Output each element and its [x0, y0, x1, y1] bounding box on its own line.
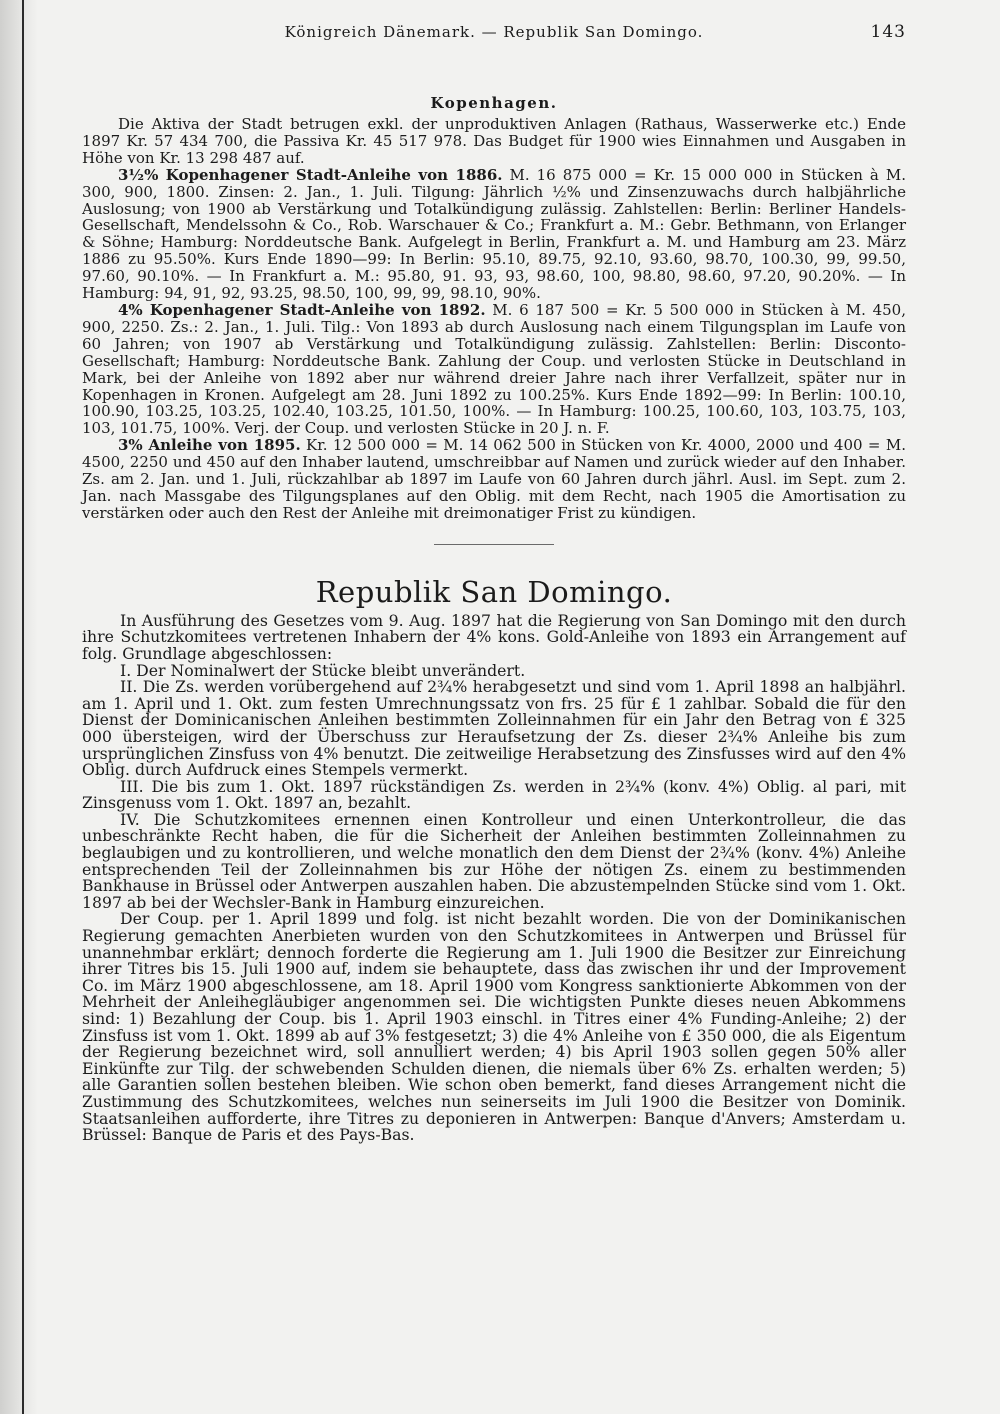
- page-content: [82, 24, 906, 1144]
- section-divider: [434, 544, 554, 545]
- paragraph: I. Der Nominalwert der Stücke bleibt unverändert.: [120, 660, 526, 680]
- kopenhagen-intro: Die Aktiva der Stadt betrugen exkl. der unproduktiven Anlagen (Rathaus, Wasserwerke etc.) Ende 1897 Kr. 57 434 700, die Passiva Kr. 45 517 978. Das Budget für 1900 wies Einnahmen und Ausgaben in Höhe von Kr. 13 298 487 auf.: [82, 115, 906, 167]
- section-san-domingo: [82, 575, 906, 1144]
- loan-1892-title: 4% Kopenhagener Stadt-Anleihe von 1892.: [118, 300, 486, 319]
- paragraph: In Ausführung des Gesetzes vom 9. Aug. 1897 hat die Regierung von San Domingo mit den durch ihre Schutzkomitees vertretenen Inhabern der 4% kons. Gold-Anleihe von 1893 ein Arrangement auf folg. Grundlage abgeschlossen:: [82, 610, 906, 663]
- paragraph: III. Die bis zum 1. Okt. 1897 rückständigen Zs. werden in 2¾% (konv. 4%) Oblig. al pari, mit Zinsgenuss vom 1. Okt. 1897 an, bezahlt.: [82, 776, 906, 813]
- paragraph: IV. Die Schutzkomitees ernennen einen Kontrolleur und einen Unterkontrolleur, die das unbeschränkte Recht haben, die für die Sicherheit der Anleihen bestimmten Zolleinnahmen zu beglaubigen und zu kontrollieren, und welche monatlich den dem Dienst der 2¾% (konv. 4%) Anleihe entsprechenden Teil der Zolleinnahmen bis zur Höhe der nötigen Zs. einem zu bestimmenden Bankhause in Brüssel oder Antwerpen auszahlen haben. Die abzustempelnden Stücke sind vom 1. Okt. 1897 ab bei der Wechsler-Bank in Hamburg einzureichen.: [82, 809, 906, 912]
- section-kopenhagen: [82, 94, 906, 522]
- page-number: 143: [870, 22, 906, 42]
- section-heading-san-domingo: Republik San Domingo.: [315, 574, 673, 609]
- loan-1886: [82, 167, 906, 302]
- paragraph: Der Coup. per 1. April 1899 und folg. ist nicht bezahlt worden. Die von der Dominikanischen Regierung gemachten Anerbieten wurden von den Schutzkomitees in Antwerpen und Brüssel für unannehmbar erklärt; dennoch forderte die Regierung am 1. Juli 1900 die Besitzer zur Einreichung ihrer Titres bis 15. Juli 1900 auf, indem sie behauptete, dass das zwischen ihr und der Improvement Co. im März 1900 abgeschlossene, am 18. April 1900 vom Kongress sanktionierte Abkommen von der Mehrheit der Anleihegläubiger angenommen sei. Die wichtigsten Punkte dieses neuen Abkommens sind: 1) Bezahlung der Coup. bis 1. April 1903 einschl. in Titres einer 4% Funding-Anleihe; 2) der Zinsfuss ist vom 1. Okt. 1899 ab auf 3% festgesetzt; 3) die 4% Anleihe von £ 350 000, die als Eigentum der Regierung bezeichnet wird, soll annulliert werden; 4) bis April 1903 sollen gegen 50% aller Einkünfte zur Tilg. der schwebenden Schulden dienen, die niemals über 6% Zs. erhalten werden; 5) alle Garantien sollen bestehen bleiben. Wie schon oben bemerkt, fand dieses Arrangement nicht die Zustimmung des Schutzkomitees, welches nun seinerseits im Juli 1900 die Besitzer von Dominik. Staatsanleihen aufforderte, ihre Titres zu deponieren in Antwerpen: Banque d'Anvers; Amsterdam u. Brüssel: Banque de Paris et des Pays-Bas.: [82, 909, 906, 1145]
- binding-gutter: [0, 0, 38, 1414]
- loan-1886-title: 3½% Kopenhagener Stadt-Anleihe von 1886.: [118, 165, 503, 184]
- running-head-title: Königreich Dänemark. — Republik San Domingo.: [284, 23, 704, 41]
- paragraph: II. Die Zs. werden vorübergehend auf 2¾% herabgesetzt und sind vom 1. April 1898 an halbjährl. am 1. April und 1. Okt. zum festen Umrechnungssatz von frs. 25 für £ 1 zahlbar. Sobald die für den Dienst der Dominicanischen Anleihen bestimmten Zolleinnahmen für ein Jahr den Betrag von £ 325 000 übersteigen, wird der Überschuss zur Heraufsetzung der Zs. dieser 2¾% Anleihe bis zum ursprünglichen Zinsfuss von 4% benutzt. Die zeitweilige Herabsetzung des Zinsfusses wird auf den 4% Oblig. durch Aufdruck eines Stempels vermerkt.: [82, 677, 906, 780]
- gutter-rule: [22, 0, 24, 1414]
- loan-1892-text: M. 6 187 500 = Kr. 5 500 000 in Stücken à M. 450, 900, 2250. Zs.: 2. Jan., 1. Juli. Tilg.: Von 1893 ab durch Auslosung nach einem Tilgungsplan im Laufe von 60 Jahren; von 1907 ab Verstärkung und Totalkündigung zulässig. Zahlstellen: Berlin: Disconto-Gesellschaft; Hamburg: Norddeutsche Bank. Zahlung der Coup. und verlosten Stücke in Deutschland in Mark, bei der Anleihe von 1892 aber nur während dreier Jahre nach ihrer Verfallzeit, später nur in Kopenhagen in Kronen. Aufgelegt am 28. Juni 1892 zu 100.25%. Kurs Ende 1892—99: In Berlin: 100.10, 100.90, 103.25, 103.25, 102.40, 103.25, 101.50, 100%. — In Hamburg: 100.25, 100.60, 103, 103.75, 103, 103, 101.75, 100%. Verj. der Coup. und verlosten Stücke in 20 J. n. F.: [82, 300, 906, 438]
- running-head: [82, 24, 906, 48]
- loan-1895-text: Kr. 12 500 000 = M. 14 062 500 in Stücken von Kr. 4000, 2000 und 400 = M. 4500, 2250 und 450 auf den Inhaber lautend, umschreibbar auf Namen und zurück wieder auf den Inhaber. Zs. am 2. Jan. und 1. Juli, rückzahlbar ab 1897 im Laufe von 60 Jahren durch jährl. Ausl. im Sept. zum 2. Jan. nach Massgabe des Tilgungsplanes auf den Oblig. mit dem Recht, nach 1905 die Amortisation zu verstärken oder auch den Rest der Anleihe mit dreimonatiger Frist zu kündigen.: [82, 436, 906, 522]
- section-heading-kopenhagen: Kopenhagen.: [430, 94, 558, 112]
- loan-1895: [82, 437, 906, 522]
- loan-1895-title: 3% Anleihe von 1895.: [118, 436, 301, 455]
- loan-1892: [82, 302, 906, 437]
- loan-1886-text: M. 16 875 000 = Kr. 15 000 000 in Stücken à M. 300, 900, 1800. Zinsen: 2. Jan., 1. Juli. Tilgung: Jährlich ½% und Zinsenzuwachs durch halbjährliche Auslosung; von 1900 ab Verstärkung und Totalkündigung zulässig. Zahlstellen: Berlin: Berliner Handels-Gesellschaft, Mendelssohn & Co., Rob. Warschauer & Co.; Frankfurt a. M.: Gebr. Bethmann, von Erlanger & Söhne; Hamburg: Norddeutsche Bank. Aufgelegt in Berlin, Frankfurt a. M. und Hamburg am 23. März 1886 zu 95.50%. Kurs Ende 1890—99: In Berlin: 95.10, 89.75, 92.10, 93.60, 98.70, 100.30, 99, 99.50, 97.60, 90.10%. — In Frankfurt a. M.: 95.80, 91. 93, 93, 98.60, 100, 98.80, 98.60, 97.20, 90.20%. — In Hamburg: 94, 91, 92, 93.25, 98.50, 100, 99, 99, 98.10, 90%.: [82, 165, 906, 303]
